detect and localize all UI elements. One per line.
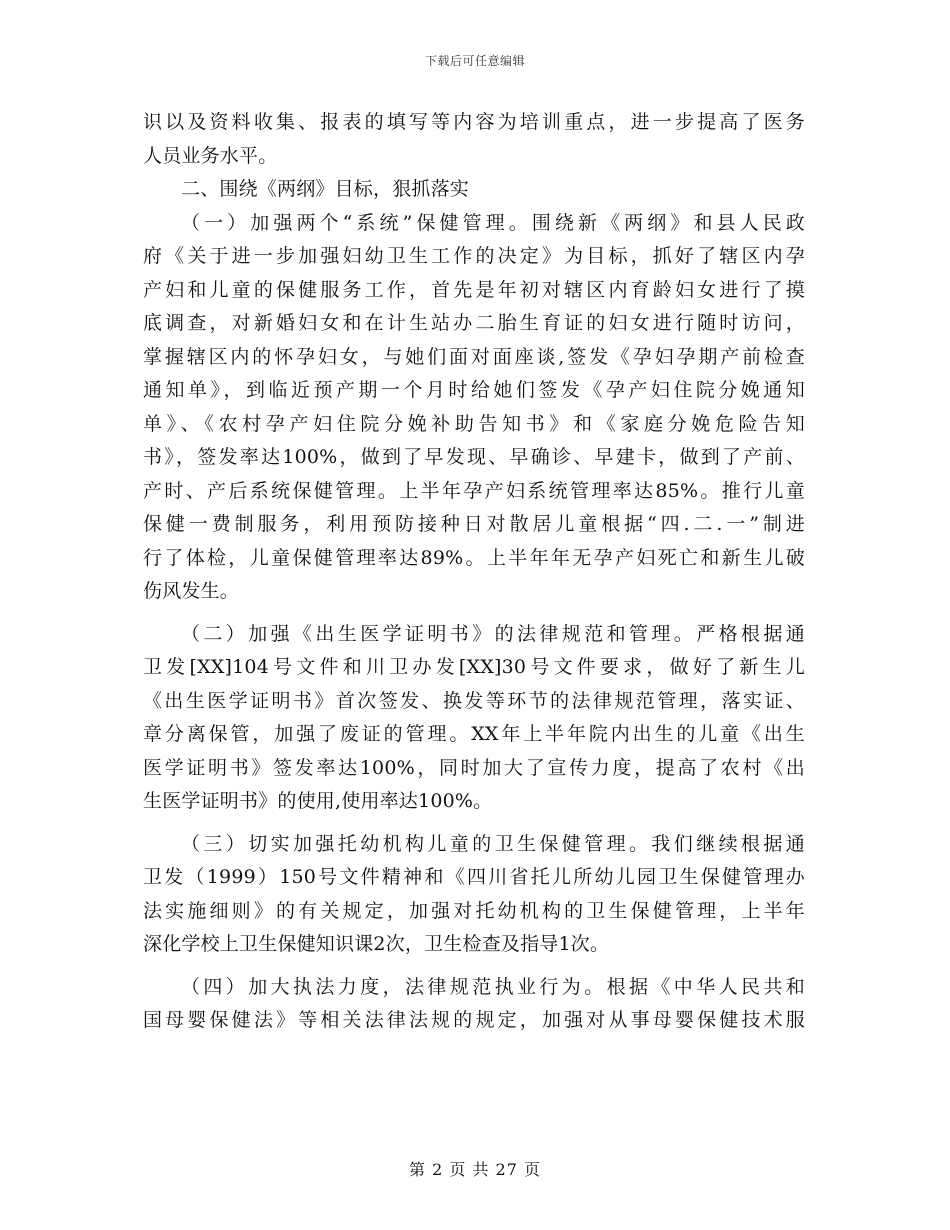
- body-line: 人员业务水平。: [143, 144, 278, 167]
- document-body: [143, 106, 805, 1038]
- body-line: 行了体检，儿童保健管理率达89%。上半年年无孕产妇死亡和新生儿破: [143, 546, 805, 569]
- paragraph-first-line: （一）加强两个“系统”保健管理。围绕新《两纲》和县人民政: [181, 211, 805, 234]
- body-line: 卫发（1999）150号文件精神和《四川省托儿所幼儿园卫生保健管理办: [143, 866, 805, 888]
- body-line: 伤风发生。: [143, 580, 240, 602]
- body-line: 产妇和儿童的保健服务工作，首先是年初对辖区内育龄妇女进行了摸: [143, 278, 805, 301]
- paragraph-first-line: （二）加强《出生医学证明书》的法律规范和管理。严格根据通: [181, 622, 805, 645]
- page-number: 第 2 页 共 27 页: [409, 1160, 541, 1179]
- body-line: 章分离保管，加强了废证的管理。XX年上半年院内出生的儿童《出生: [143, 723, 805, 745]
- body-line: 国母婴保健法》等相关法律法规的规定，加强对从事母婴保健技术服: [143, 1009, 805, 1031]
- paragraph-first-line: （三）切实加强托幼机构儿童的卫生保健管理。我们继续根据通: [181, 832, 805, 855]
- body-line: 书》，签发率达100%，做到了早发现、早确诊、早建卡，做到了产前、: [143, 446, 805, 468]
- body-line: 医学证明书》签发率达100%，同时加大了宣传力度，提高了农村《出: [143, 756, 805, 779]
- body-line: 卫发[XX]104号文件和川卫办发[XX]30号文件要求，做好了新生儿: [143, 656, 805, 678]
- paragraph-first-line: （四）加大执法力度，法律规范执业行为。根据《中华人民共和: [181, 975, 805, 998]
- body-line: 保健一费制服务，利用预防接种日对散居儿童根据“四.二.一”制进: [143, 513, 805, 535]
- body-line: 掌握辖区内的怀孕妇女，与她们面对面座谈,签发《孕妇孕期产前检查: [143, 345, 805, 368]
- body-line: 法实施细则》的有关规定，加强对托幼机构的卫生保健管理，上半年: [143, 899, 805, 922]
- body-line: 识以及资料收集、报表的填写等内容为培训重点，进一步提高了医务: [143, 111, 805, 133]
- section-heading: 二、围绕《两纲》目标，狠抓落实: [181, 178, 470, 200]
- body-line: 生医学证明书》的使用,使用率达100%。: [143, 790, 493, 812]
- page-header: 下载后可任意编辑: [424, 54, 525, 68]
- body-line: 府《关于进一步加强妇幼卫生工作的决定》为目标，抓好了辖区内孕: [143, 245, 805, 267]
- body-line: 《出生医学证明书》首次签发、换发等环节的法律规范管理，落实证、: [143, 689, 805, 712]
- body-line: 深化学校上卫生保健知识课2次，卫生检查及指导1次。: [143, 933, 610, 955]
- body-line: 产时、产后系统保健管理。上半年孕产妇系统管理率达85%。推行儿童: [143, 479, 805, 502]
- body-line: 底调查，对新婚妇女和在计生站办二胎生育证的妇女进行随时访问，: [143, 312, 805, 334]
- body-line: 单》、《农村孕产妇住院分娩补助告知书》和《家庭分娩危险告知: [143, 412, 805, 435]
- body-line: 通知单》，到临近预产期一个月时给她们签发《孕产妇住院分娩通知: [143, 379, 805, 401]
